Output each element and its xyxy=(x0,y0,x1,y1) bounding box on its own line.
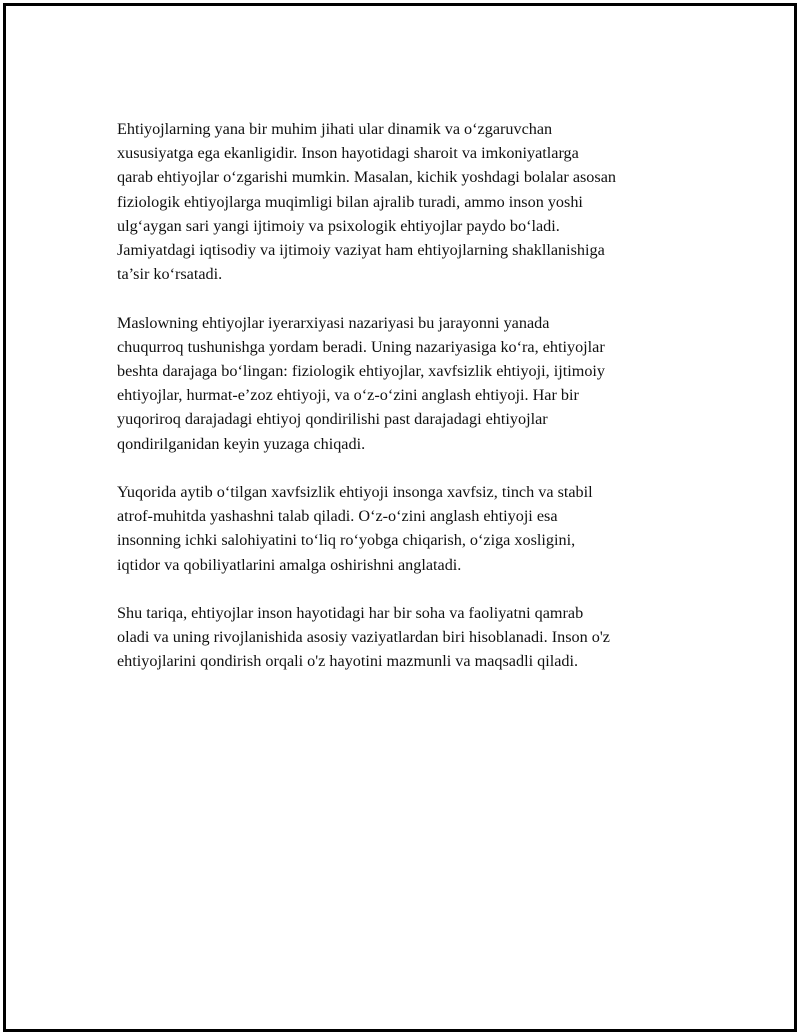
text-line: qarab ehtiyojlar o‘zgarishi mumkin. Masalan, kichik yoshdagi bolalar asosan xyxy=(117,168,616,187)
text-line: Yuqorida aytib o‘tilgan xavfsizlik ehtiyoji insonga xavfsiz, tinch va stabil xyxy=(117,483,593,502)
text-line: ehtiyojlarini qondirish orqali o'z hayotini mazmunli va maqsadli qiladi. xyxy=(117,652,579,671)
text-line: Maslowning ehtiyojlar iyerarxiyasi nazariyasi bu jarayonni yanada xyxy=(117,313,550,332)
text-line: qondirilganidan keyin yuzaga chiqadi. xyxy=(117,434,366,453)
text-line: beshta darajaga bo‘lingan: fiziologik ehtiyojlar, xavfsizlik ehtiyoji, ijtimoiy xyxy=(117,362,606,381)
text-line: chuqurroq tushunishga yordam beradi. Uning nazariyasiga ko‘ra, ehtiyojlar xyxy=(117,337,605,356)
paragraph-1 xyxy=(117,117,697,286)
paragraph-2 xyxy=(117,311,697,456)
text-line: atrof-muhitda yashashni talab qiladi. O‘z-o‘zini anglash ehtiyoji esa xyxy=(117,507,558,526)
text-line: Jamiyatdagi iqtisodiy va ijtimoiy vaziyat ham ehtiyojlarning shakllanishiga xyxy=(117,241,605,260)
text-line: ehtiyojlar, hurmat-e’zoz ehtiyoji, va o‘z-o‘zini anglash ehtiyoji. Har bir xyxy=(117,386,579,405)
text-line: oladi va uning rivojlanishida asosiy vaziyatlardan biri hisoblanadi. Inson o'z xyxy=(117,628,610,647)
text-line: xususiyatga ega ekanligidir. Inson hayotidagi sharoit va imkoniyatlarga xyxy=(117,144,579,163)
text-line: ta’sir ko‘rsatadi. xyxy=(117,265,223,284)
text-line: yuqoriroq darajadagi ehtiyoj qondirilishi past darajadagi ehtiyojlar xyxy=(117,410,548,429)
text-line: Ehtiyojlarning yana bir muhim jihati ular dinamik va o‘zgaruvchan xyxy=(117,120,553,138)
text-line: insonning ichki salohiyatini to‘liq ro‘yobga chiqarish, o‘ziga xosligini, xyxy=(117,531,576,550)
text-line: fiziologik ehtiyojlarga muqimligi bilan ajralib turadi, ammo inson yoshi xyxy=(117,192,583,211)
paragraph-3 xyxy=(117,480,697,577)
text-line: ulg‘aygan sari yangi ijtimoiy va psixologik ehtiyojlar paydo bo‘ladi. xyxy=(117,216,560,235)
text-line: Shu tariqa, ehtiyojlar inson hayotidagi har bir soha va faoliyatni qamrab xyxy=(117,604,584,623)
text-line: iqtidor va qobiliyatlarini amalga oshirishni anglatadi. xyxy=(117,555,462,574)
paragraph-4 xyxy=(117,601,697,674)
document-body xyxy=(117,117,697,698)
